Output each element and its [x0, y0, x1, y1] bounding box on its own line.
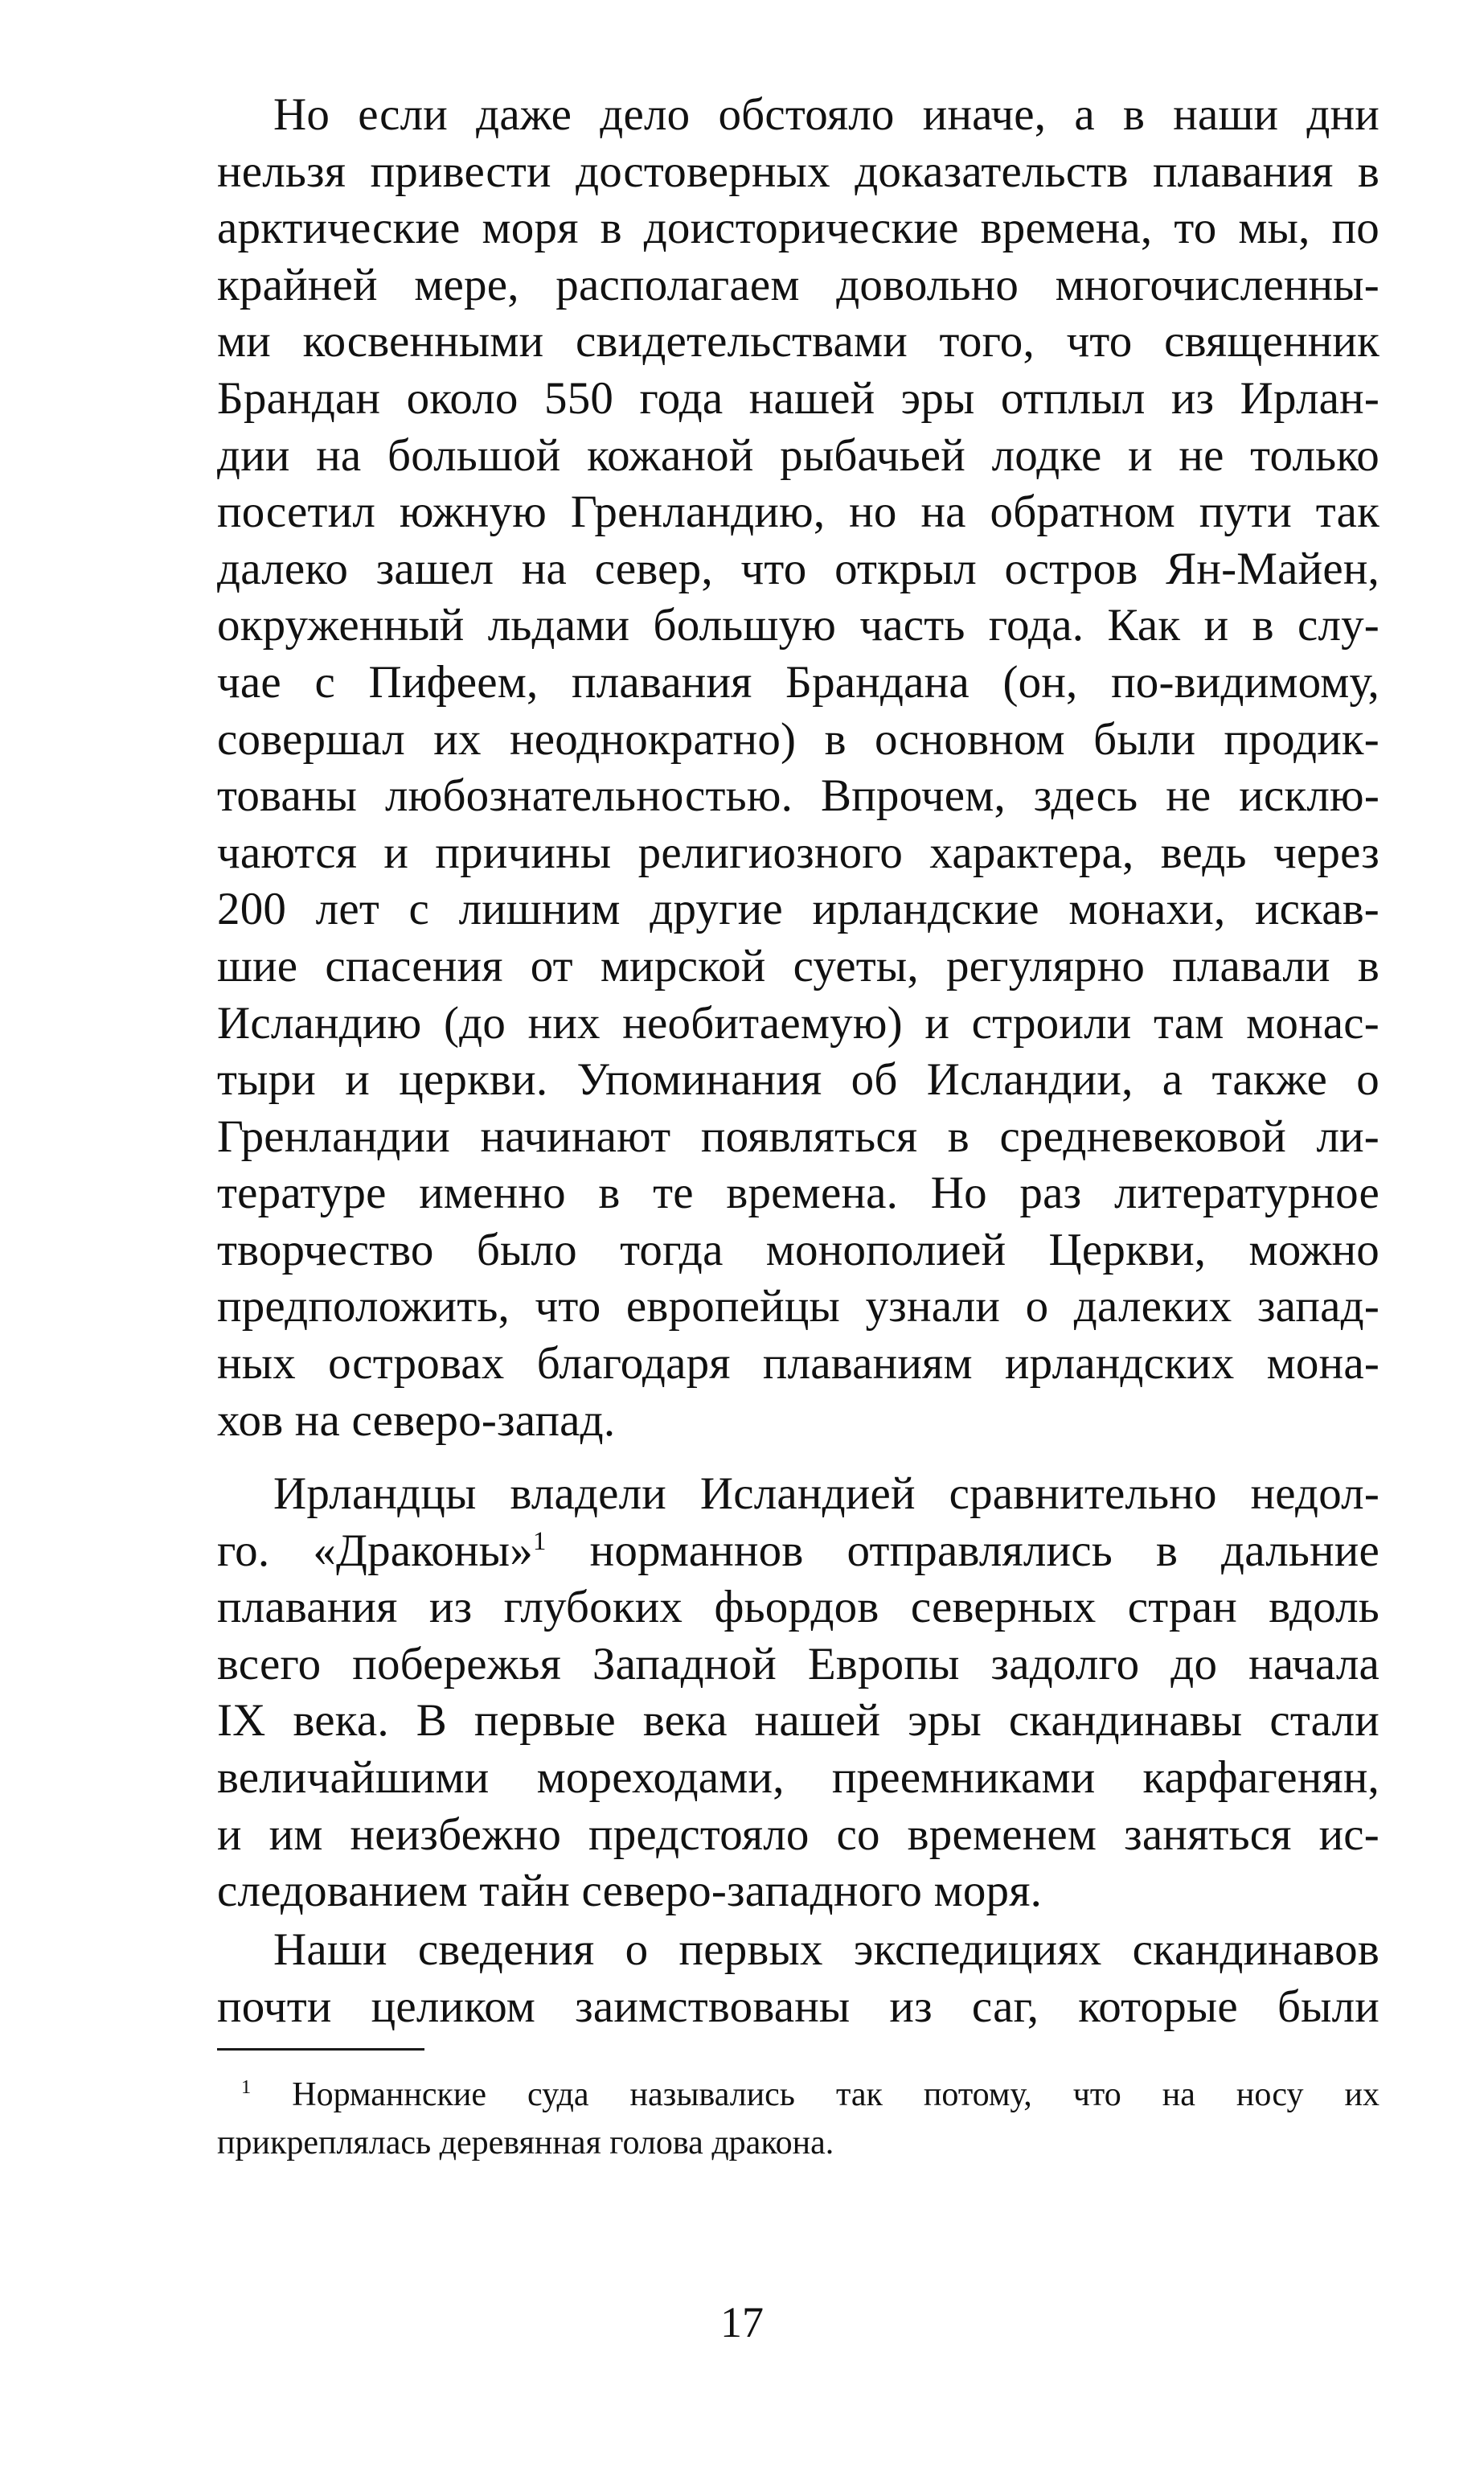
text-line: далеко зашел на север, что открыл остров Ян-Майен,	[217, 543, 1379, 594]
footnote-line	[217, 2071, 1379, 2119]
footnote-reference: 1	[532, 1526, 547, 1556]
text-line: следованием тайн северо-западного моря.	[217, 1866, 1043, 1917]
text-line: плавания из глубоких фьордов северных стран вдоль	[217, 1582, 1379, 1633]
text-line: IX века. В первые века нашей эры скандинавы стали	[217, 1695, 1379, 1747]
text-line: Наши сведения о первых экспедициях скандинавов	[273, 1924, 1379, 1975]
text-fragment: норманнов отправлялись в дальние	[589, 1525, 1380, 1576]
text-line: чае с Пифеем, плавания Брандана (он, по-видимому,	[217, 656, 1379, 708]
text-line: Исландию (до них необитаемую) и строили там монас-	[217, 997, 1379, 1049]
text-line: посетил южную Гренландию, но на обратном пути так	[217, 486, 1379, 538]
paragraph-1	[217, 87, 1379, 1449]
text-line: предположить, что европейцы узнали о далеких запад-	[217, 1281, 1379, 1332]
footnote-marker: 1	[241, 2076, 252, 2098]
text-line: 200 лет с лишним другие ирландские монахи, искав-	[217, 884, 1379, 935]
text-line: хов на северо-запад.	[217, 1394, 616, 1446]
text-line: шие спасения от мирской суеты, регулярно плавали в	[217, 940, 1379, 991]
footnote-divider	[217, 2048, 424, 2051]
text-line: окруженный льдами большую часть года. Как и в слу-	[217, 600, 1379, 651]
text-line: Ирландцы владели Исландией сравнительно недол-	[273, 1468, 1379, 1519]
text-line: тературе именно в те времена. Но раз литературное	[217, 1168, 1379, 1219]
page-number: 17	[720, 2298, 764, 2346]
text-line: и им неизбежно предстояло со временем заняться ис-	[217, 1808, 1379, 1860]
text-fragment: го. «Драконы»	[217, 1525, 533, 1576]
text-line: ми косвенными свидетельствами того, что священник	[217, 316, 1379, 367]
text-line: совершал их неоднократно) в основном были продик-	[217, 713, 1379, 765]
text-line: крайней мере, располагаем довольно многочисленны-	[217, 259, 1379, 310]
text-line: дии на большой кожаной рыбачьей лодке и не только	[217, 429, 1379, 481]
text-line: арктические моря в доисторические времена, то мы, по	[217, 203, 1379, 254]
text-line: Гренландии начинают появляться в средневековой ли-	[217, 1111, 1379, 1162]
text-line: творчество было тогда монополией Церкви, можно	[217, 1224, 1379, 1275]
text-line: тованы любознательностью. Впрочем, здесь не исклю-	[217, 770, 1379, 822]
text-line: величайшими мореходами, преемниками карфагенян,	[217, 1751, 1379, 1803]
footnote	[217, 2071, 1379, 2167]
text-line: тыри и церкви. Упоминания об Исландии, а также о	[217, 1054, 1379, 1106]
paragraph-3	[217, 1922, 1379, 2035]
text-line: почти целиком заимствованы из саг, которые были	[217, 1981, 1379, 2032]
text-line: нельзя привести достоверных доказательств плавания в	[217, 146, 1379, 197]
text-line: Брандан около 550 года нашей эры отплыл из Ирлан-	[217, 372, 1379, 424]
text-line: всего побережья Западной Европы задолго до начала	[217, 1638, 1379, 1689]
footnote-text: Норманнские суда назывались так потому, что на носу их	[292, 2076, 1379, 2113]
paragraph-2	[217, 1466, 1379, 1920]
text-line: ных островах благодаря плаваниям ирландских мона-	[217, 1338, 1379, 1390]
text-line: чаются и причины религиозного характера, ведь через	[217, 827, 1379, 878]
footnote-line: прикреплялась деревянная голова дракона.	[217, 2125, 834, 2162]
text-line-with-footnote-ref	[217, 1523, 1379, 1580]
text-line: Но если даже дело обстояло иначе, а в наши дни	[273, 89, 1379, 140]
